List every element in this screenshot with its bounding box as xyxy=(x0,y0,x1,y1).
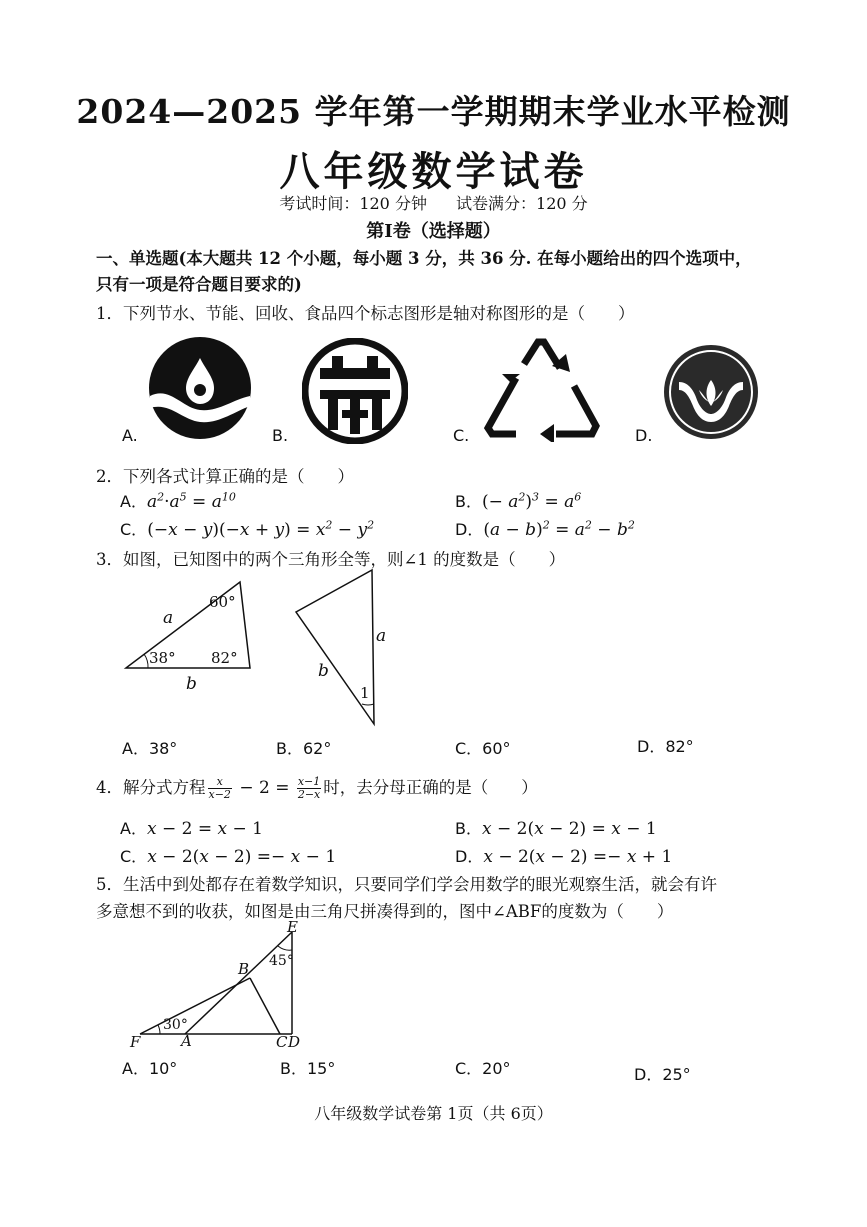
energy-saving-logo xyxy=(302,338,408,444)
q3-angle-60: 60° xyxy=(209,593,236,611)
q4-option-d: D．x − 2(x − 2) =− x + 1 xyxy=(455,847,673,867)
q3-option-c: C．60° xyxy=(455,739,511,758)
q2-option-d: D．$(a - b)^2 = a^2 - b^2$ xyxy=(455,518,635,540)
q4-option-a: A．x − 2 = x − 1 xyxy=(120,819,263,839)
q5-option-b: B．15° xyxy=(280,1059,336,1078)
q5-angle-30: 30° xyxy=(163,1017,188,1033)
exam-score: 试卷满分：120 分 xyxy=(456,194,588,213)
q2-option-c: C．$(-x - y)(-x + y) = x^2 - y^2$ xyxy=(120,518,375,540)
q5-option-c: C．20° xyxy=(455,1059,511,1078)
q4-option-b: B．x − 2(x − 2) = x − 1 xyxy=(455,819,657,839)
q4-option-c-label: C． xyxy=(120,847,148,866)
q2-option-a: A．$a^2\cdot a^5 = a^{10}$ xyxy=(120,490,236,512)
exam-title: 2024—2025 学年第一学期期末学业水平检测 xyxy=(76,92,791,131)
q1-option-a: A. xyxy=(122,426,138,445)
q3-option-b: B．62° xyxy=(276,739,332,758)
q5-option-d: D．25° xyxy=(634,1065,691,1084)
q3-angle-82: 82° xyxy=(211,649,238,667)
q5-label-c: C xyxy=(276,1033,288,1051)
exam-info xyxy=(0,191,867,214)
q5-set-square-figure xyxy=(130,924,310,1044)
q3-angle-38: 38° xyxy=(149,649,176,667)
exam-time: 考试时间：120 分钟 xyxy=(279,194,427,213)
q3-label-a-right: a xyxy=(376,626,387,646)
q1-option-d: D. xyxy=(635,426,653,445)
q5-stem-line1: 5．生活中到处都存在着数学知识，只要同学们学会用数学的眼光观察生活，就会有许 xyxy=(96,875,717,894)
q3-option-a: A．38° xyxy=(122,739,178,758)
q3-label-b-right: b xyxy=(318,661,329,681)
q5-label-e: E xyxy=(287,918,298,936)
q5-label-f: F xyxy=(130,1033,141,1051)
q2-option-b-label: B． xyxy=(455,492,482,511)
q3-label-b-left: b xyxy=(186,674,197,694)
q3-angle-1: 1 xyxy=(360,684,370,702)
q4-option-b-label: B． xyxy=(455,819,482,838)
page-footer: 八年级数学试卷第 1页（共 6页） xyxy=(314,1104,553,1123)
q2-option-b: B．(− $a^2)^3 = a^6$ xyxy=(455,490,582,512)
q4-stem: 4．解分式方程 $\frac{x}{x-2}$ − 2 = $\frac{x-1}{2-x}$ 时，去分母正确的是（ ） xyxy=(96,775,538,801)
q5-label-a: A xyxy=(181,1032,192,1050)
q4-stem-post: 时，去分母正确的是（ ） xyxy=(323,778,538,797)
q3-stem: 3．如图，已知图中的两个三角形全等，则∠1 的度数是（ ） xyxy=(96,550,566,569)
volume-title: 第Ⅰ卷（选择题） xyxy=(366,221,501,242)
q5-stem-line2: 多意想不到的收获，如图是由三角尺拼凑得到的，图中∠ABF的度数为（ ） xyxy=(96,902,674,921)
q2-option-d-label: D． xyxy=(455,520,484,539)
recycle-logo xyxy=(480,336,602,442)
q2-option-a-label: A． xyxy=(120,492,147,511)
water-saving-logo xyxy=(148,336,252,440)
q4-stem-pre: 4．解分式方程 xyxy=(96,778,206,797)
q5-label-d: D xyxy=(288,1033,301,1051)
q2-stem: 2．下列各式计算正确的是（ ） xyxy=(96,467,354,486)
q3-triangle-right xyxy=(290,564,390,730)
q1-option-b: B. xyxy=(272,426,289,445)
q3-option-d: D．82° xyxy=(637,737,694,756)
section-heading-line2: 只有一项是符合题目要求的) xyxy=(96,275,302,294)
q4-option-d-label: D． xyxy=(455,847,484,866)
q4-option-c: C．x − 2(x − 2) =− x − 1 xyxy=(120,847,337,867)
section-heading-line1: 一、单选题(本大题共 12 个小题，每小题 3 分，共 36 分. 在每小题给出的四个选项中， xyxy=(96,249,752,268)
q4-option-a-label: A． xyxy=(120,819,147,838)
q5-option-a: A．10° xyxy=(122,1059,178,1078)
q2-option-c-label: C． xyxy=(120,520,148,539)
q3-triangle-left xyxy=(120,576,260,676)
q5-label-b: B xyxy=(238,960,250,978)
exam-subtitle: 八年级数学试卷 xyxy=(279,148,588,195)
q1-stem: 1．下列节水、节能、回收、食品四个标志图形是轴对称图形的是（ ） xyxy=(96,304,635,323)
food-logo xyxy=(663,344,759,440)
q1-option-c: C. xyxy=(453,426,470,445)
q3-label-a-left: a xyxy=(163,608,174,628)
q5-angle-45: 45° xyxy=(269,953,294,969)
